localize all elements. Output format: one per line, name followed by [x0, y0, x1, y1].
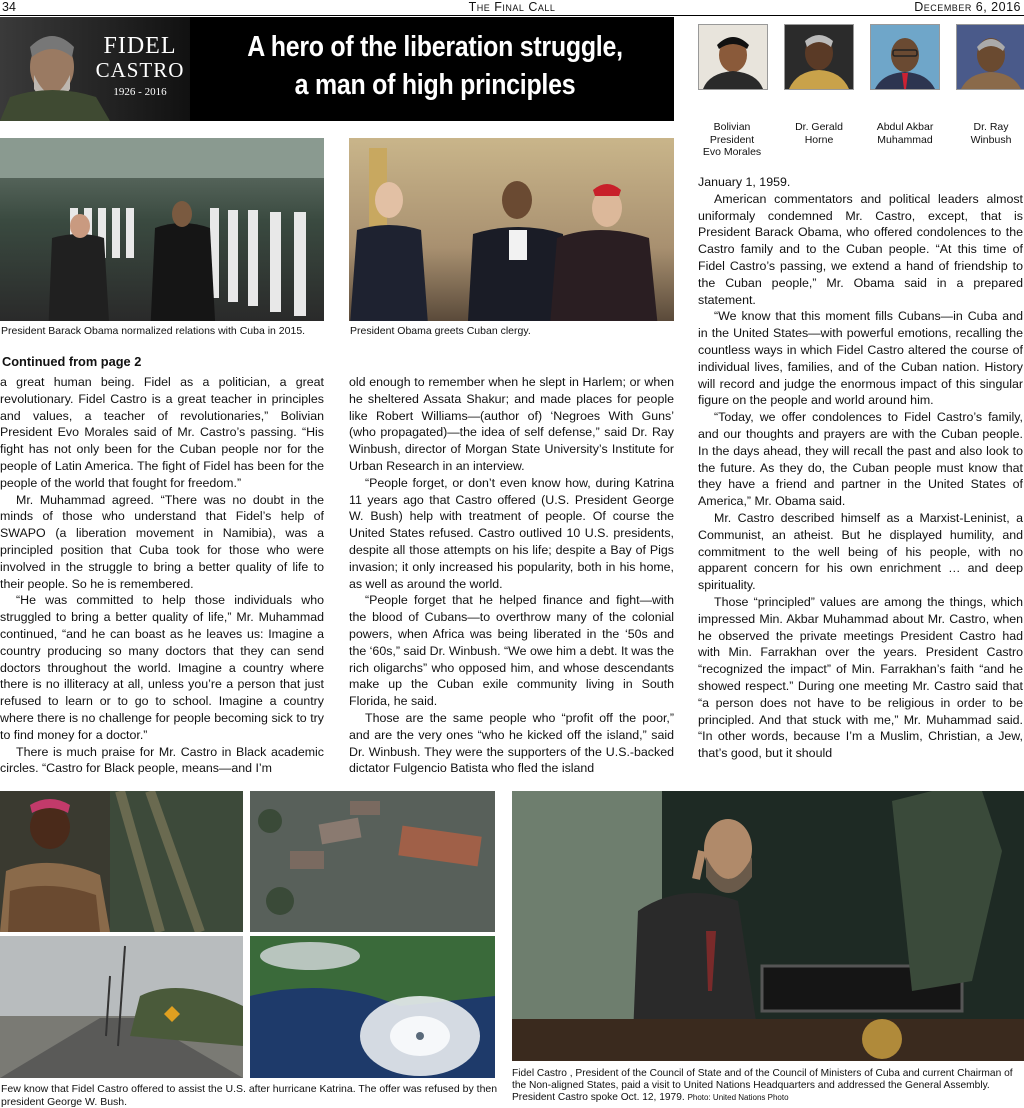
- portrait-label-abdul-akbar: Abdul Akbar Muhammad: [876, 121, 934, 146]
- article-paragraph: Those are the same people who “profit off the poor,” and are the very ones “who he kicked off the island,” said Dr. Winbush. They were the supporters of the U.S.-backed dictator Fulgencio Batista who fled the island: [349, 710, 674, 776]
- photo-credit: Photo: United Nations Photo: [687, 1093, 789, 1102]
- headline-line1: A hero of the liberation struggle,: [247, 31, 623, 63]
- article-paragraph: Those “principled” values are among the things, which impressed Min. Akbar Muhammad about Mr. Castro, when he observed the private meetings President Castro had with Min. Farrakhan over the years. President Castro “recognized the impact” of Min. Farrakhan’s faith “and he showed respect.” During one meeting Mr. Castro said that “a person does not have to be religious in order to be principled. And that stuck with me,” Mr. Muhammad said. “In other words, because I’m a Muslim, Christian, a Jew, that’s good, but it should: [698, 594, 1023, 761]
- banner-name-line2: CASTRO: [95, 58, 185, 82]
- banner-years: 1926 - 2016: [113, 86, 167, 98]
- caption-castro-un-text: Fidel Castro , President of the Council of State and of the Council of Ministers of Cuba and current Chairman of the Non-aligned States, paid a visit to United Nations Headquarters and addressed the General Assembly. President Castro spoke Oct. 12, 1979.: [512, 1068, 1013, 1103]
- photo-obama-clergy: [349, 138, 674, 321]
- article-paragraph: “Today, we offer condolences to Fidel Castro’s family, and our thoughts and prayers are with the Cuban people. In the days ahead, they will recall the past and also look to the future. As they do, the Cuban people must know that they have a friend and partner in the United States of America,” Mr. Obama said.: [698, 410, 1023, 509]
- article-paragraph: “People forget, or don’t even know how, during Katrina 11 years ago that Castro offered (U.S. President George W. Bush) help with treatment of people. Of course the United States refused. Castro outlived 10 U.S. presidents, despite all those attempts on his life; despite a Bay of Pigs invasion; it only increased his popularity, both in his home, as well as around the world.: [349, 475, 674, 591]
- article-paragraph: January 1, 1959.: [698, 175, 791, 189]
- article-paragraph: “He was committed to help those individuals who struggled to bring a better quality of life,” Mr. Muhammad continued, “and he can boast as he leaves us: Imagine a country producing so many doctors that they can send doctors throughout the world. Imagine a country where there is no illiteracy at all, unless you’re a person that just refused to learn or to go to school. Imagine a country where there is no challenge for people becoming sick to try to find money for a doctor.”: [0, 593, 324, 742]
- photo-katrina-flooded-homes: [250, 791, 495, 932]
- castro-portrait: [0, 17, 190, 121]
- photo-obama-honor-guard: [0, 138, 324, 321]
- article-paragraph: Mr. Muhammad agreed. “There was no doubt in the minds of those who understand that Fidel’s help of SWAPO (a liberation movement in Namibia), was a principled position that Cuba took for those who were involved in the struggle to bring a better quality of life to their people. So he is remembered.: [0, 492, 324, 591]
- portrait-label-evo-morales: Bolivian President Evo Morales: [702, 121, 762, 158]
- article-paragraph: American commentators and political leaders almost uniformaly condemned Mr. Castro, except, that is President Barack Obama, who offered condolences to the Castro family and to the Cuban people. “At this time of Fidel Castro’s passing, we extend a hand of friendship to the Cuban people,” Mr. Obama said in a prepared statement.: [698, 191, 1023, 307]
- caption-castro-un: [512, 1068, 1024, 1104]
- portrait-abdul-akbar-muhammad: [870, 24, 940, 90]
- photo-katrina-satellite: [250, 936, 495, 1078]
- article-column-3: [698, 174, 1023, 762]
- photo-katrina-storm-road: [0, 936, 243, 1078]
- page-number: 34: [2, 0, 16, 14]
- portrait-evo-morales: [698, 24, 768, 90]
- article-paragraph: “We know that this moment fills Cubans—in Cuba and in the United States—with powerful emotions, recalling the countless ways in which Fidel Castro altered the course of individual lives, families, and of the Cuban nation. History will record and judge the enormous impact of this singular figure on the people and world around him.: [698, 309, 1023, 408]
- caption-obama-honor-guard: President Barack Obama normalized relations with Cuba in 2015.: [1, 325, 306, 337]
- caption-obama-clergy: President Obama greets Cuban clergy.: [350, 325, 531, 337]
- article-column-2: [349, 374, 674, 777]
- banner-name-line1: FIDEL: [103, 33, 177, 59]
- photo-katrina-child: [0, 791, 243, 932]
- article-paragraph: a great human being. Fidel as a politician, a great revolutionary. Fidel Castro is a great teacher in principles and values, a teacher of revolutionaries,” Bolivian President Evo Morales said of Mr. Castro’s passing. “His fight has not only been for the Cuban people nor for the people of Latin America. The fight of Fidel has been for the people of the world that fought for freedom.”: [0, 375, 324, 490]
- photo-castro-un-speech: [512, 791, 1024, 1061]
- header-rule: [0, 15, 1024, 16]
- article-paragraph: old enough to remember when he slept in Harlem; or when he sheltered Assata Shakur; and made places for people like Robert Williams—(author of) ‘Negroes With Guns’ (who propagated)—the idea of self defense,” said Dr. Ray Winbush, director of Morgan State University’s Institute for Urban Research in an interview.: [349, 375, 674, 473]
- portrait-ray-winbush: [956, 24, 1024, 90]
- article-paragraph: Mr. Castro described himself as a Marxist-Leninist, a Communist, an atheist. But he displayed humility, and commitment to the well being of his people, with no apparent concern for his own enrichment … and deep spirituality.: [698, 510, 1023, 593]
- headline-line2: a man of high principles: [294, 69, 576, 101]
- headline-banner: [0, 17, 674, 121]
- portrait-label-gerald-horne: Dr. Gerald Horne: [795, 121, 843, 146]
- continued-from-label: Continued from page 2: [2, 354, 142, 369]
- caption-katrina: Few know that Fidel Castro offered to assist the U.S. after hurricane Katrina. The offer was refused by then president George W. Bush.: [1, 1083, 498, 1108]
- issue-date: December 6, 2016: [914, 0, 1021, 14]
- portrait-label-ray-winbush: Dr. Ray Winbush: [970, 121, 1012, 146]
- portrait-gerald-horne: [784, 24, 854, 90]
- article-column-1: [0, 374, 324, 777]
- article-paragraph: There is much praise for Mr. Castro in Black academic circles. “Castro for Black people, means—and I’m: [0, 744, 324, 776]
- publication-name: The Final Call: [468, 0, 556, 14]
- article-paragraph: “People forget that he helped finance and fight—with the blood of Cubans—to overthrow many of the colonial powers, when Africa was being liberated in the ‘50s and the ‘60s,” said Dr. Winbush. “We owe him a debt. It was the rich oligarchs” who opposed him, and whose descendants make up the Cuban exile community living in South Florida, he said.: [349, 593, 674, 709]
